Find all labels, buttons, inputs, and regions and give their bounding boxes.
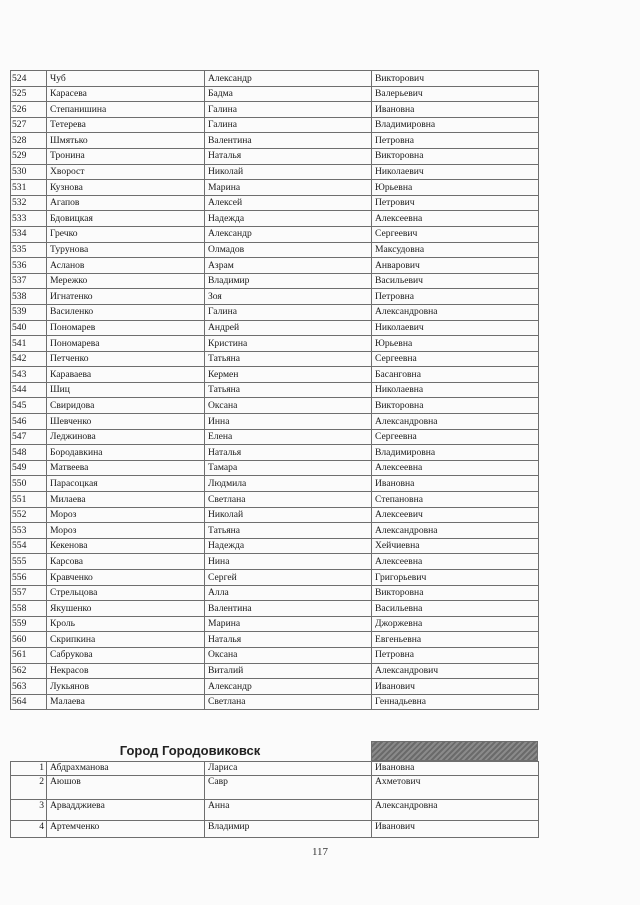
table-row: [11, 398, 539, 414]
table-row: [11, 258, 539, 274]
first-name-cell: Наталья: [205, 445, 372, 461]
patronymic-cell: Алексеевна: [372, 460, 539, 476]
row-number-cell: 2: [11, 776, 47, 800]
table-row: [11, 507, 539, 523]
table-row: [11, 336, 539, 352]
patronymic-cell: Степановна: [372, 492, 539, 508]
last-name-cell: Абдрахманова: [47, 762, 205, 776]
names-table: [10, 70, 539, 710]
patronymic-cell: Ивановна: [372, 762, 539, 776]
row-number-cell: 543: [11, 367, 47, 383]
table-row: [11, 226, 539, 242]
table-row: [11, 133, 539, 149]
last-name-cell: Тетерева: [47, 117, 205, 133]
patronymic-cell: Ахметович: [372, 776, 539, 800]
first-name-cell: Нина: [205, 554, 372, 570]
first-name-cell: Владимир: [205, 273, 372, 289]
row-number-cell: 536: [11, 258, 47, 274]
row-number-cell: 560: [11, 632, 47, 648]
last-name-cell: Гречко: [47, 226, 205, 242]
first-name-cell: Валентина: [205, 601, 372, 617]
last-name-cell: Сабрукова: [47, 647, 205, 663]
row-number-cell: 555: [11, 554, 47, 570]
first-name-cell: Тамара: [205, 460, 372, 476]
row-number-cell: 550: [11, 476, 47, 492]
table-row: [11, 460, 539, 476]
table-row: [11, 164, 539, 180]
patronymic-cell: Анварович: [372, 258, 539, 274]
table-row: [11, 601, 539, 617]
first-name-cell: Галина: [205, 304, 372, 320]
patronymic-cell: Юрьевна: [372, 336, 539, 352]
last-name-cell: Степанишина: [47, 102, 205, 118]
row-number-cell: 4: [11, 821, 47, 838]
patronymic-cell: Петрович: [372, 195, 539, 211]
table-row: [11, 492, 539, 508]
table-row: [11, 445, 539, 461]
table-row: [11, 351, 539, 367]
first-name-cell: Татьяна: [205, 523, 372, 539]
patronymic-cell: Николаевна: [372, 382, 539, 398]
section-header-row: [10, 741, 538, 761]
patronymic-cell: Басанговна: [372, 367, 539, 383]
table-row: [11, 117, 539, 133]
last-name-cell: Кекенова: [47, 538, 205, 554]
last-name-cell: Кравченко: [47, 570, 205, 586]
last-name-cell: Асланов: [47, 258, 205, 274]
last-name-cell: Петченко: [47, 351, 205, 367]
last-name-cell: Матвеева: [47, 460, 205, 476]
last-name-cell: Шиц: [47, 382, 205, 398]
table-row: [11, 273, 539, 289]
patronymic-cell: Александровна: [372, 414, 539, 430]
row-number-cell: 527: [11, 117, 47, 133]
patronymic-cell: Максудовна: [372, 242, 539, 258]
last-name-cell: Артемченко: [47, 821, 205, 838]
row-number-cell: 563: [11, 679, 47, 695]
patronymic-cell: Сергеевич: [372, 226, 539, 242]
row-number-cell: 551: [11, 492, 47, 508]
patronymic-cell: Алексеевна: [372, 554, 539, 570]
row-number-cell: 564: [11, 694, 47, 710]
last-name-cell: Мороз: [47, 523, 205, 539]
patronymic-cell: Владимировна: [372, 445, 539, 461]
table-row: [11, 102, 539, 118]
last-name-cell: Лукьянов: [47, 679, 205, 695]
row-number-cell: 552: [11, 507, 47, 523]
last-name-cell: Бдовицкая: [47, 211, 205, 227]
first-name-cell: Виталий: [205, 663, 372, 679]
patronymic-cell: Александровна: [372, 304, 539, 320]
table-row: [11, 148, 539, 164]
first-name-cell: Алексей: [205, 195, 372, 211]
first-name-cell: Зоя: [205, 289, 372, 305]
patronymic-cell: Александровна: [372, 523, 539, 539]
table-row: [11, 647, 539, 663]
table-row: [11, 663, 539, 679]
table-row: [11, 289, 539, 305]
table-row: [11, 86, 539, 102]
table-row: [11, 694, 539, 710]
patronymic-cell: Валерьевич: [372, 86, 539, 102]
first-name-cell: Татьяна: [205, 382, 372, 398]
first-name-cell: Кермен: [205, 367, 372, 383]
first-name-cell: Александр: [205, 71, 372, 87]
last-name-cell: Пономарев: [47, 320, 205, 336]
row-number-cell: 524: [11, 71, 47, 87]
patronymic-cell: Григорьевич: [372, 570, 539, 586]
patronymic-cell: Петровна: [372, 647, 539, 663]
page-number: 117: [311, 846, 329, 858]
row-number-cell: 542: [11, 351, 47, 367]
row-number-cell: 539: [11, 304, 47, 320]
last-name-cell: Малаева: [47, 694, 205, 710]
table-row: [11, 616, 539, 632]
first-name-cell: Надежда: [205, 538, 372, 554]
row-number-cell: 558: [11, 601, 47, 617]
patronymic-cell: Юрьевна: [372, 180, 539, 196]
row-number-cell: 1: [11, 762, 47, 776]
first-name-cell: Алла: [205, 585, 372, 601]
first-name-cell: Александр: [205, 679, 372, 695]
last-name-cell: Карсова: [47, 554, 205, 570]
first-name-cell: Савр: [205, 776, 372, 800]
table-row: [11, 554, 539, 570]
last-name-cell: Свиридова: [47, 398, 205, 414]
table-row: [11, 570, 539, 586]
row-number-cell: 559: [11, 616, 47, 632]
patronymic-cell: Ивановна: [372, 102, 539, 118]
last-name-cell: Шмятько: [47, 133, 205, 149]
first-name-cell: Олмадов: [205, 242, 372, 258]
first-name-cell: Сергей: [205, 570, 372, 586]
table-row: [11, 195, 539, 211]
row-number-cell: 545: [11, 398, 47, 414]
table-row: [11, 538, 539, 554]
table-row: [11, 762, 539, 776]
section-shaded-cell: [371, 741, 538, 761]
table-row: [11, 800, 539, 821]
row-number-cell: 534: [11, 226, 47, 242]
last-name-cell: Караваева: [47, 367, 205, 383]
patronymic-cell: Геннадьевна: [372, 694, 539, 710]
first-name-cell: Татьяна: [205, 351, 372, 367]
row-number-cell: 557: [11, 585, 47, 601]
patronymic-cell: Иванович: [372, 679, 539, 695]
last-name-cell: Парасоцкая: [47, 476, 205, 492]
last-name-cell: Кроль: [47, 616, 205, 632]
row-number-cell: 3: [11, 800, 47, 821]
first-name-cell: Владимир: [205, 821, 372, 838]
first-name-cell: Николай: [205, 164, 372, 180]
first-name-cell: Александр: [205, 226, 372, 242]
last-name-cell: Шевченко: [47, 414, 205, 430]
last-name-cell: Якушенко: [47, 601, 205, 617]
patronymic-cell: Алексеевич: [372, 507, 539, 523]
names-table-body: [11, 71, 539, 710]
patronymic-cell: Хейчиевна: [372, 538, 539, 554]
first-name-cell: Николай: [205, 507, 372, 523]
last-name-cell: Хворост: [47, 164, 205, 180]
patronymic-cell: Алексеевна: [372, 211, 539, 227]
last-name-cell: Игнатенко: [47, 289, 205, 305]
last-name-cell: Аюшов: [47, 776, 205, 800]
last-name-cell: Стрельцова: [47, 585, 205, 601]
row-number-cell: 553: [11, 523, 47, 539]
row-number-cell: 533: [11, 211, 47, 227]
table-row: [11, 414, 539, 430]
first-name-cell: Галина: [205, 102, 372, 118]
table-row: [11, 71, 539, 87]
patronymic-cell: Петровна: [372, 133, 539, 149]
last-name-cell: Кузнова: [47, 180, 205, 196]
last-name-cell: Пономарева: [47, 336, 205, 352]
row-number-cell: 549: [11, 460, 47, 476]
patronymic-cell: Ивановна: [372, 476, 539, 492]
row-number-cell: 562: [11, 663, 47, 679]
first-name-cell: Андрей: [205, 320, 372, 336]
patronymic-cell: Сергеевна: [372, 429, 539, 445]
row-number-cell: 554: [11, 538, 47, 554]
last-name-cell: Мороз: [47, 507, 205, 523]
section-table: [10, 761, 539, 838]
row-number-cell: 530: [11, 164, 47, 180]
last-name-cell: Агапов: [47, 195, 205, 211]
row-number-cell: 528: [11, 133, 47, 149]
row-number-cell: 526: [11, 102, 47, 118]
table-row: [11, 242, 539, 258]
row-number-cell: 529: [11, 148, 47, 164]
patronymic-cell: Петровна: [372, 289, 539, 305]
row-number-cell: 531: [11, 180, 47, 196]
row-number-cell: 561: [11, 647, 47, 663]
patronymic-cell: Николаевич: [372, 320, 539, 336]
table-row: [11, 304, 539, 320]
last-name-cell: Бородавкина: [47, 445, 205, 461]
first-name-cell: Оксана: [205, 647, 372, 663]
last-name-cell: Мережко: [47, 273, 205, 289]
last-name-cell: Карасева: [47, 86, 205, 102]
row-number-cell: 540: [11, 320, 47, 336]
last-name-cell: Турунова: [47, 242, 205, 258]
table-row: [11, 429, 539, 445]
first-name-cell: Марина: [205, 180, 372, 196]
first-name-cell: Бадма: [205, 86, 372, 102]
first-name-cell: Азрам: [205, 258, 372, 274]
first-name-cell: Инна: [205, 414, 372, 430]
patronymic-cell: Джоржевна: [372, 616, 539, 632]
patronymic-cell: Владимировна: [372, 117, 539, 133]
patronymic-cell: Иванович: [372, 821, 539, 838]
first-name-cell: Лариса: [205, 762, 372, 776]
table-row: [11, 320, 539, 336]
table-row: [11, 523, 539, 539]
last-name-cell: Чуб: [47, 71, 205, 87]
patronymic-cell: Викторович: [372, 71, 539, 87]
last-name-cell: Арвадджиева: [47, 800, 205, 821]
row-number-cell: 544: [11, 382, 47, 398]
last-name-cell: Милаева: [47, 492, 205, 508]
row-number-cell: 537: [11, 273, 47, 289]
table-row: [11, 632, 539, 648]
table-row: [11, 211, 539, 227]
table-row: [11, 776, 539, 800]
first-name-cell: Марина: [205, 616, 372, 632]
patronymic-cell: Викторовна: [372, 148, 539, 164]
first-name-cell: Надежда: [205, 211, 372, 227]
patronymic-cell: Викторовна: [372, 398, 539, 414]
table-row: [11, 382, 539, 398]
table-row: [11, 367, 539, 383]
patronymic-cell: Александрович: [372, 663, 539, 679]
table-row: [11, 476, 539, 492]
first-name-cell: Оксана: [205, 398, 372, 414]
table-row: [11, 679, 539, 695]
section-table-body: [11, 762, 539, 838]
first-name-cell: Светлана: [205, 694, 372, 710]
first-name-cell: Наталья: [205, 148, 372, 164]
table-row: [11, 180, 539, 196]
first-name-cell: Кристина: [205, 336, 372, 352]
table-row: [11, 585, 539, 601]
first-name-cell: Валентина: [205, 133, 372, 149]
row-number-cell: 541: [11, 336, 47, 352]
row-number-cell: 546: [11, 414, 47, 430]
row-number-cell: 547: [11, 429, 47, 445]
row-number-cell: 538: [11, 289, 47, 305]
patronymic-cell: Викторовна: [372, 585, 539, 601]
last-name-cell: Леджинова: [47, 429, 205, 445]
first-name-cell: Анна: [205, 800, 372, 821]
last-name-cell: Тронина: [47, 148, 205, 164]
first-name-cell: Людмила: [205, 476, 372, 492]
section-title: Город Городовиковск: [119, 743, 261, 758]
patronymic-cell: Николаевич: [372, 164, 539, 180]
row-number-cell: 532: [11, 195, 47, 211]
row-number-cell: 556: [11, 570, 47, 586]
patronymic-cell: Васильевна: [372, 601, 539, 617]
patronymic-cell: Александровна: [372, 800, 539, 821]
patronymic-cell: Сергеевна: [372, 351, 539, 367]
table-row: [11, 821, 539, 838]
last-name-cell: Скрипкина: [47, 632, 205, 648]
first-name-cell: Галина: [205, 117, 372, 133]
last-name-cell: Василенко: [47, 304, 205, 320]
first-name-cell: Наталья: [205, 632, 372, 648]
last-name-cell: Некрасов: [47, 663, 205, 679]
row-number-cell: 535: [11, 242, 47, 258]
row-number-cell: 548: [11, 445, 47, 461]
first-name-cell: Елена: [205, 429, 372, 445]
patronymic-cell: Васильевич: [372, 273, 539, 289]
patronymic-cell: Евгеньевна: [372, 632, 539, 648]
first-name-cell: Светлана: [205, 492, 372, 508]
row-number-cell: 525: [11, 86, 47, 102]
